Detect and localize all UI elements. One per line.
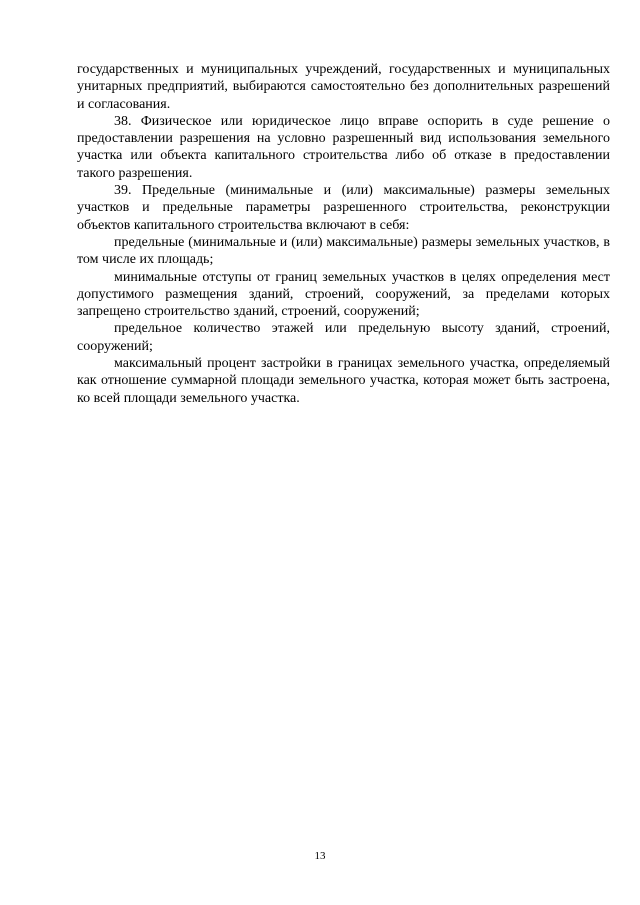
list-item-floors-height: предельное количество этажей или предельную высоту зданий, строений, сооружений; bbox=[77, 321, 610, 354]
page-number: 13 bbox=[314, 850, 326, 862]
paragraph-39: 39. Предельные (минимальные и (или) максимальные) размеры земельных участков и предельные параметры разрешенного строительства, реконструкции объектов капитального строительства включают в себя: bbox=[77, 183, 610, 233]
paragraph-38: 38. Физическое или юридическое лицо вправе оспорить в суде решение о предоставлении разрешения на условно разрешенный вид использования земельного участка или объекта капитального строительства либо об отказе в предоставлении такого разрешения. bbox=[77, 113, 610, 181]
document-body bbox=[77, 61, 610, 407]
list-item-setbacks: минимальные отступы от границ земельных участков в целях определения мест допустимого размещения зданий, строений, сооружений, за пределами которых запрещено строительство зданий, строений, сооружений; bbox=[77, 269, 610, 320]
paragraph-continuation: государственных и муниципальных учреждений, государственных и муниципальных унитарных предприятий, выбираются самостоятельно без дополнительных разрешений и согласования. bbox=[77, 62, 610, 112]
list-item-size-limits: предельные (минимальные и (или) максимальные) размеры земельных участков, в том числе их площадь; bbox=[77, 234, 610, 268]
list-item-coverage-percent: максимальный процент застройки в границах земельного участка, определяемый как отношение суммарной площади земельного участка, которая может быть застроена, ко всей площади земельного участка. bbox=[77, 356, 610, 406]
